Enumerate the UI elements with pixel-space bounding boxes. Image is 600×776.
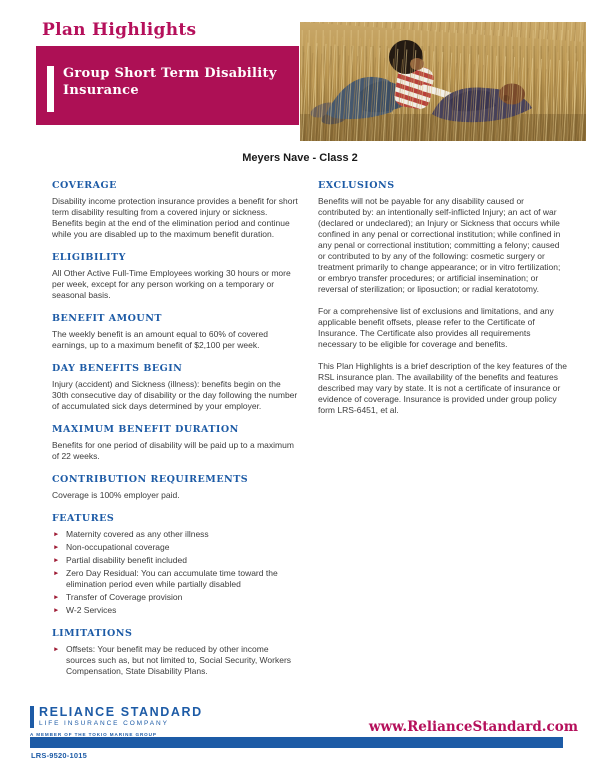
section-eligibility	[52, 252, 298, 301]
section-features	[52, 513, 298, 616]
logo-accent-bar	[30, 706, 34, 728]
list-item: ► Non-occupational coverage	[53, 542, 170, 552]
section-body: Benefits for one period of disability will be paid up to a maximum of 22 weeks.	[52, 440, 294, 461]
bullet-arrow-icon: ►	[53, 557, 60, 564]
product-title-line2: Insurance	[63, 83, 139, 98]
list-item: ► Partial disability benefit included	[53, 555, 187, 565]
group-class-subtitle: Meyers Nave - Class 2	[242, 152, 358, 164]
section-heading: ELIGIBILITY	[52, 252, 126, 263]
section-heading: EXCLUSIONS	[318, 180, 395, 191]
bullet-arrow-icon: ►	[53, 570, 60, 577]
document-title: Plan Highlights	[42, 20, 197, 40]
section-heading: DAY BENEFITS BEGIN	[52, 363, 183, 374]
section-benefit-amount	[52, 313, 298, 351]
features-list	[52, 529, 298, 616]
section-body: All Other Active Full-Time Employees working 30 hours or more per week, except for any person working on a temporary or seasonal basis.	[52, 268, 291, 300]
section-body: For a comprehensive list of exclusions and limitations, and any applicable benefit offsets, please refer to the Certificate of Insurance. The Certificate also provides all requirements necessary to be eligible for coverage and benefits.	[318, 306, 554, 349]
section-heading: MAXIMUM BENEFIT DURATION	[52, 424, 239, 435]
company-logo	[30, 706, 203, 737]
product-title-line1: Group Short Term Disability	[63, 66, 277, 81]
list-item: ► W-2 Services	[53, 605, 117, 615]
bullet-arrow-icon: ►	[53, 531, 60, 538]
website-link[interactable]: www.RelianceStandard.com	[368, 719, 578, 735]
logo-member-line: A MEMBER OF THE TOKIO MARINE GROUP	[30, 732, 157, 737]
product-banner	[36, 46, 299, 125]
section-exclusions	[318, 180, 567, 416]
section-maximum-benefit-duration	[52, 424, 298, 462]
logo-company-name: RELIANCE STANDARD	[39, 705, 203, 719]
section-body: Disability income protection insurance provides a benefit for short term disability resulting from a covered injury or sickness. Benefits begin at the end of the elimination period and continue while you are disabled up to the maximum benefit duration.	[52, 196, 298, 239]
section-body: The weekly benefit is an amount equal to 60% of covered earnings, up to a maximum benefit of $2,100 per week.	[52, 329, 268, 350]
footer-rule-bar	[30, 737, 563, 748]
bullet-arrow-icon: ►	[53, 544, 60, 551]
bullet-arrow-icon: ►	[53, 607, 60, 614]
left-column	[52, 180, 298, 689]
section-body: This Plan Highlights is a brief description of the key features of the RSL insurance plan. The availability of the benefits and features described may vary by state. It is not a certificate of insurance or evidence of coverage. Insurance is provided under group policy form LRS-6451, et al.	[318, 361, 567, 415]
bullet-arrow-icon: ►	[53, 594, 60, 601]
hero-photo	[300, 22, 586, 141]
form-number: LRS-9520-1015	[31, 751, 87, 760]
bullet-arrow-icon: ►	[53, 646, 60, 653]
list-item: ► Maternity covered as any other illness	[53, 529, 209, 539]
product-title	[63, 65, 288, 99]
logo-company-type: LIFE INSURANCE COMPANY	[39, 720, 169, 727]
section-body: Injury (accident) and Sickness (illness): benefits begin on the 30th consecutive day of disability or the day following the number of accumulated sick days determined by your employer.	[52, 379, 298, 411]
section-limitations	[52, 628, 298, 677]
section-heading: FEATURES	[52, 513, 115, 524]
section-heading: BENEFIT AMOUNT	[52, 313, 162, 324]
section-body: Benefits will not be payable for any disability caused or contributed by: an intentionally self-inflicted Injury; an act of war (declared or undeclared); an Injury or Sickness that occurs while confined in any penal or correctional institution; while confined in any penal or correctional institution; committing a felony; caused or contributed to by any of the following: cosmetic surgery or treatment primarily to change appearance; or in vitro fertilization; or embryo transfer procedures; or artificial insemination; or reversal of sterilization; or liposuction; or radial keratotomy.	[318, 196, 561, 294]
banner-accent-bar	[47, 66, 54, 112]
section-contribution-requirements	[52, 474, 298, 501]
section-heading: LIMITATIONS	[52, 628, 133, 639]
list-item: ► Transfer of Coverage provision	[53, 592, 183, 602]
list-item: ► Zero Day Residual: You can accumulate time toward the elimination period even while partially disabled	[53, 568, 278, 589]
list-item: ► Offsets: Your benefit may be reduced by other income sources such as, but not limited to, Social Security, Workers Compensation, State Disability Plans.	[53, 644, 292, 676]
section-day-benefits-begin	[52, 363, 298, 412]
section-body: Coverage is 100% employer paid.	[52, 490, 180, 500]
right-column	[318, 180, 567, 428]
limitations-list	[52, 644, 298, 677]
section-heading: COVERAGE	[52, 180, 117, 191]
section-heading: CONTRIBUTION REQUIREMENTS	[52, 474, 249, 485]
section-coverage	[52, 180, 298, 240]
